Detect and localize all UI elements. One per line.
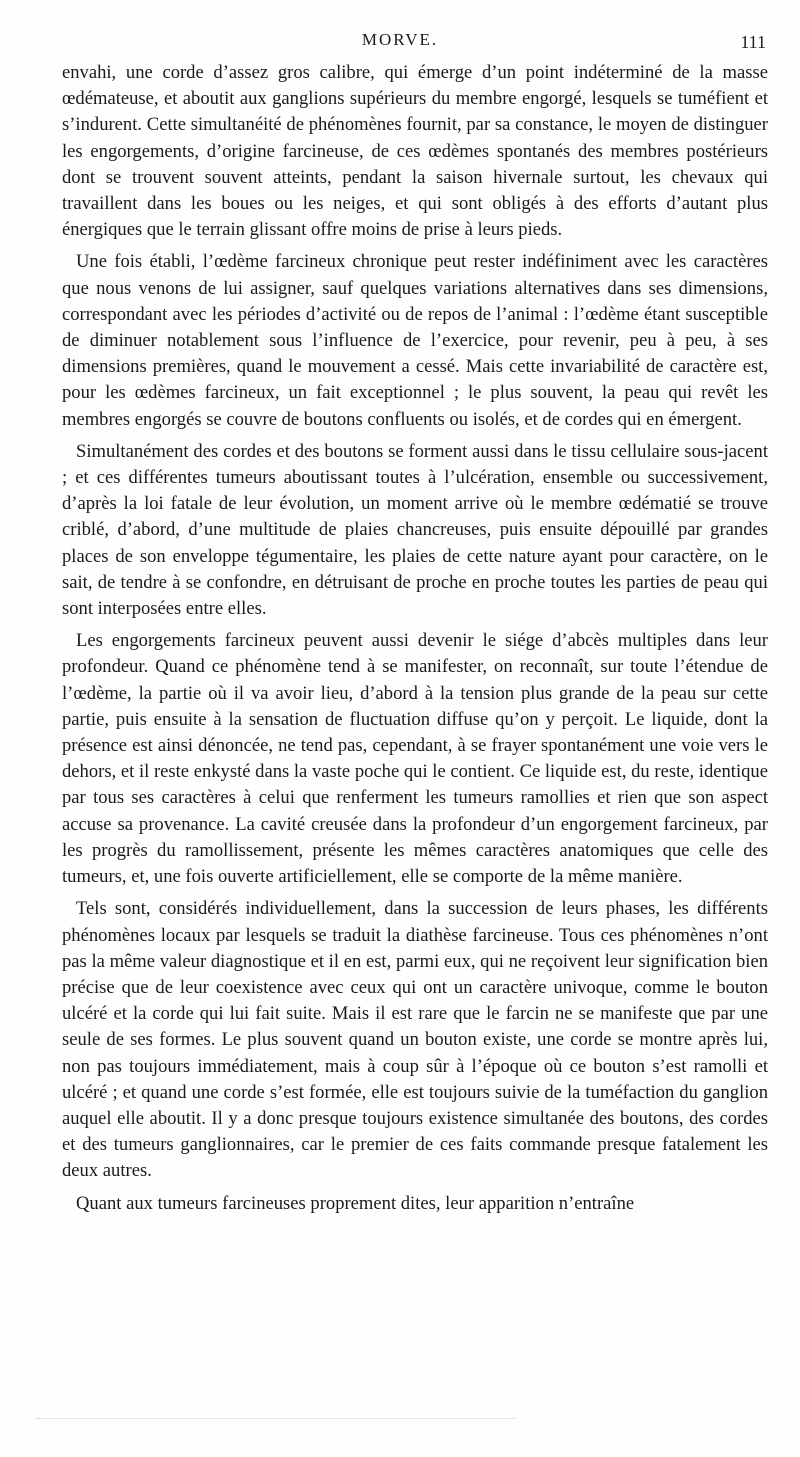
chapter-title: MORVE. (361, 30, 439, 49)
paragraph-last: Quant aux tumeurs farcineuses proprement dites, leur apparition n’entraîne (76, 1192, 635, 1214)
paragraph: Les engorgements farcineux peuvent aussi devenir le siége d’abcès multiples dans leur profondeur. Quand ce phénomène tend à se manifester, on reconnaît, sur toute l’étendue de l’œdème, la partie où il va avoir lieu, d’abord à la tension plus grande de la peau sur cette partie, puis ensuite à la sensation de fluctuation diffuse qu’on y perçoit. Le liquide, dont la présence est ainsi dénoncée, ne tend pas, cependant, à se frayer spontanément une voie vers le dehors, et il reste enkysté dans la vaste poche qui le contient. Ce liquide est, du reste, identique par tous ses caractères à celui que renferment les tumeurs ramollies et rien que son aspect accuse sa provenance. La cavité creusée dans la profondeur d’un engorgement farcineux, par les progrès du ramollissement, présente les mêmes caractères anatomiques que celle des tumeurs, et, une fois ouverte artificiellement, elle se comporte de la même manière. (62, 630, 768, 888)
paragraph-continued: envahi, une corde d’assez gros calibre, qui émerge d’un point indéterminé de la masse œdémateuse, et aboutit aux ganglions supérieurs du membre engorgé, lesquels se tuméfient et s’indurent. Cette simultanéité de phénomènes fournit, par sa constance, le moyen de distinguer les engorgements, d’origine farcineuse, de ces œdèmes spontanés des membres postérieurs dont se trouvent souvent atteints, pendant la saison hivernale surtout, les chevaux qui travaillent dans les boues ou les neiges, et qui sont obligés à des efforts d’autant plus énergiques que le terrain glissant offre moins de prise à leurs pieds. (62, 62, 768, 241)
paragraph: Simultanément des cordes et des boutons se forment aussi dans le tissu cellulaire sous-jacent ; et ces différentes tumeurs aboutissant toutes à l’ulcération, ensemble ou successivement, d’après la loi fatale de leur évolution, un moment arrive où le membre œdématié se trouve criblé, d’abord, d’une multitude de plaies chancreuses, puis ensuite dépouillé par grandes places de son enveloppe tégumentaire, les plaies de cette nature ayant pour caractère, on le sait, de tendre à se confondre, en détruisant de proche en proche toutes les parties de peau qui sont interposées entre elles. (62, 440, 768, 620)
body-text (62, 60, 768, 1223)
paragraph: Tels sont, considérés individuellement, dans la succession de leurs phases, les différents phénomènes locaux par lesquels se traduit la diathèse farcineuse. Tous ces phénomènes n’ont pas la même valeur diagnostique et il en est, parmi eux, qui ne reçoivent leur signification bien précise que de leur coexistence avec ceux qui ont un caractère univoque, comme le bouton ulcéré et la corde qui lui fait suite. Mais il est rare que le farcin ne se manifeste que par une seule de ses formes. Le plus souvent quand un bouton existe, une corde se montre après lui, non pas toujours immédiatement, mais à coup sûr à l’époque où ce bouton s’est ramolli et ulcéré ; et quand une corde s’est formée, elle est toujours suivie de la tuméfaction du ganglion auquel elle aboutit. Il y a donc presque toujours existence simultanée des boutons, des cordes et des tumeurs ganglionnaires, car le premier de ces faits commande presque fatalement les deux autres. (62, 898, 768, 1182)
running-header (0, 30, 800, 54)
paragraph: Une fois établi, l’œdème farcineux chronique peut rester indéfiniment avec les caractères que nous venons de lui assigner, sauf quelques variations alternatives dans ses dimensions, correspondant avec les périodes d’activité ou de repos de l’animal : l’œdème étant susceptible de diminuer notablement sous l’influence de l’exercice, pour revenir, peu à peu, à ses dimensions premières, quand le mouvement a cessé. Mais cette invariabilité de caractère est, pour les œdèmes farcineux, un fait exceptionnel ; le plus souvent, la peau qui revêt les membres engorgés se couvre de boutons confluents ou isolés, et de cordes qui en émergent. (62, 251, 768, 430)
page-number: 111 (740, 32, 766, 52)
scan-artifact-line (36, 1418, 516, 1419)
